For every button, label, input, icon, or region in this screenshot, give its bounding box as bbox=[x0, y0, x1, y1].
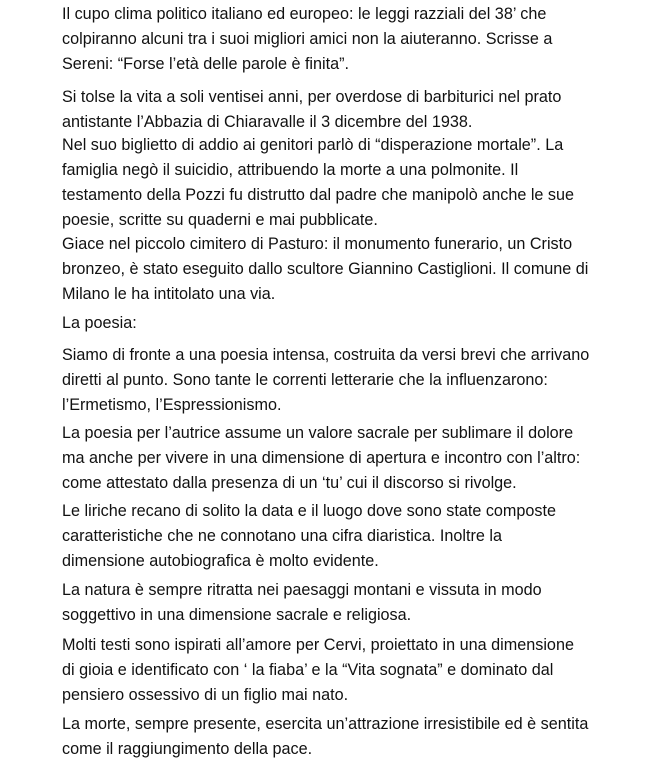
paragraph-cimitero bbox=[62, 232, 622, 307]
paragraph-morte bbox=[62, 85, 622, 135]
text-line: La natura è sempre ritratta nei paesaggi montani e vissuta in modo bbox=[62, 581, 542, 599]
paragraph-leggi-razziali bbox=[62, 2, 622, 77]
text-line: poesie, scritte su quaderni e mai pubblicate. bbox=[62, 211, 378, 229]
paragraph-natura bbox=[62, 578, 622, 628]
paragraph-valore-sacrale bbox=[62, 421, 622, 496]
text-line: dimensione autobiografica è molto evidente. bbox=[62, 552, 379, 570]
text-line: come attestato dalla presenza di un ‘tu’ cui il discorso si rivolge. bbox=[62, 474, 517, 492]
paragraph-amore-cervi bbox=[62, 633, 622, 708]
text-line: pensiero ossessivo di un figlio mai nato. bbox=[62, 686, 349, 704]
text-line: Sereni: “Forse l’età delle parole è finita”. bbox=[62, 55, 350, 73]
text-line: La poesia per l’autrice assume un valore sacrale per sublimare il dolore bbox=[62, 424, 574, 442]
text-line: antistante l’Abbazia di Chiaravalle il 3 dicembre del 1938. bbox=[62, 113, 473, 131]
paragraph-la-morte bbox=[62, 712, 622, 762]
text-line: La poesia: bbox=[62, 314, 137, 332]
text-line: Si tolse la vita a soli ventisei anni, per overdose di barbiturici nel prato bbox=[62, 88, 562, 106]
paragraph-liriche bbox=[62, 499, 622, 574]
text-line: Siamo di fronte a una poesia intensa, costruita da versi brevi che arrivano bbox=[62, 346, 590, 364]
text-line: colpiranno alcuni tra i suoi migliori amici non la aiuteranno. Scrisse a bbox=[62, 30, 553, 48]
paragraph-biglietto-addio bbox=[62, 133, 622, 233]
text-line: famiglia negò il suicidio, attribuendo la morte a una polmonite. Il bbox=[62, 161, 519, 179]
text-line: l’Ermetismo, l’Espressionismo. bbox=[62, 396, 282, 414]
text-line: Milano le ha intitolato una via. bbox=[62, 285, 276, 303]
text-line: Giace nel piccolo cimitero di Pasturo: il monumento funerario, un Cristo bbox=[62, 235, 573, 253]
text-line: diretti al punto. Sono tante le correnti letterarie che la influenzarono: bbox=[62, 371, 548, 389]
section-heading-la-poesia bbox=[62, 311, 622, 336]
text-line: Le liriche recano di solito la data e il luogo dove sono state composte bbox=[62, 502, 557, 520]
text-line: La morte, sempre presente, esercita un’attrazione irresistibile ed è sentita bbox=[62, 715, 589, 733]
text-line: soggettivo in una dimensione sacrale e religiosa. bbox=[62, 606, 412, 624]
text-line: ma anche per vivere in una dimensione di apertura e incontro con l’altro: bbox=[62, 449, 581, 467]
text-line: caratteristiche che ne connotano una cifra diaristica. Inoltre la bbox=[62, 527, 503, 545]
text-line: bronzeo, è stato eseguito dallo scultore Giannino Castiglioni. Il comune di bbox=[62, 260, 589, 278]
text-line: Nel suo biglietto di addio ai genitori parlò di “disperazione mortale”. La bbox=[62, 136, 564, 154]
text-line: testamento della Pozzi fu distrutto dal padre che manipolò anche le sue bbox=[62, 186, 575, 204]
text-line: Molti testi sono ispirati all’amore per Cervi, proiettato in una dimensione bbox=[62, 636, 574, 654]
text-line: come il raggiungimento della pace. bbox=[62, 740, 313, 758]
text-line: Il cupo clima politico italiano ed europeo: le leggi razziali del 38’ che bbox=[62, 5, 547, 23]
paragraph-poesia-intensa bbox=[62, 343, 622, 418]
text-line: di gioia e identificato con ‘ la fiaba’ e la “Vita sognata” e dominato dal bbox=[62, 661, 554, 679]
